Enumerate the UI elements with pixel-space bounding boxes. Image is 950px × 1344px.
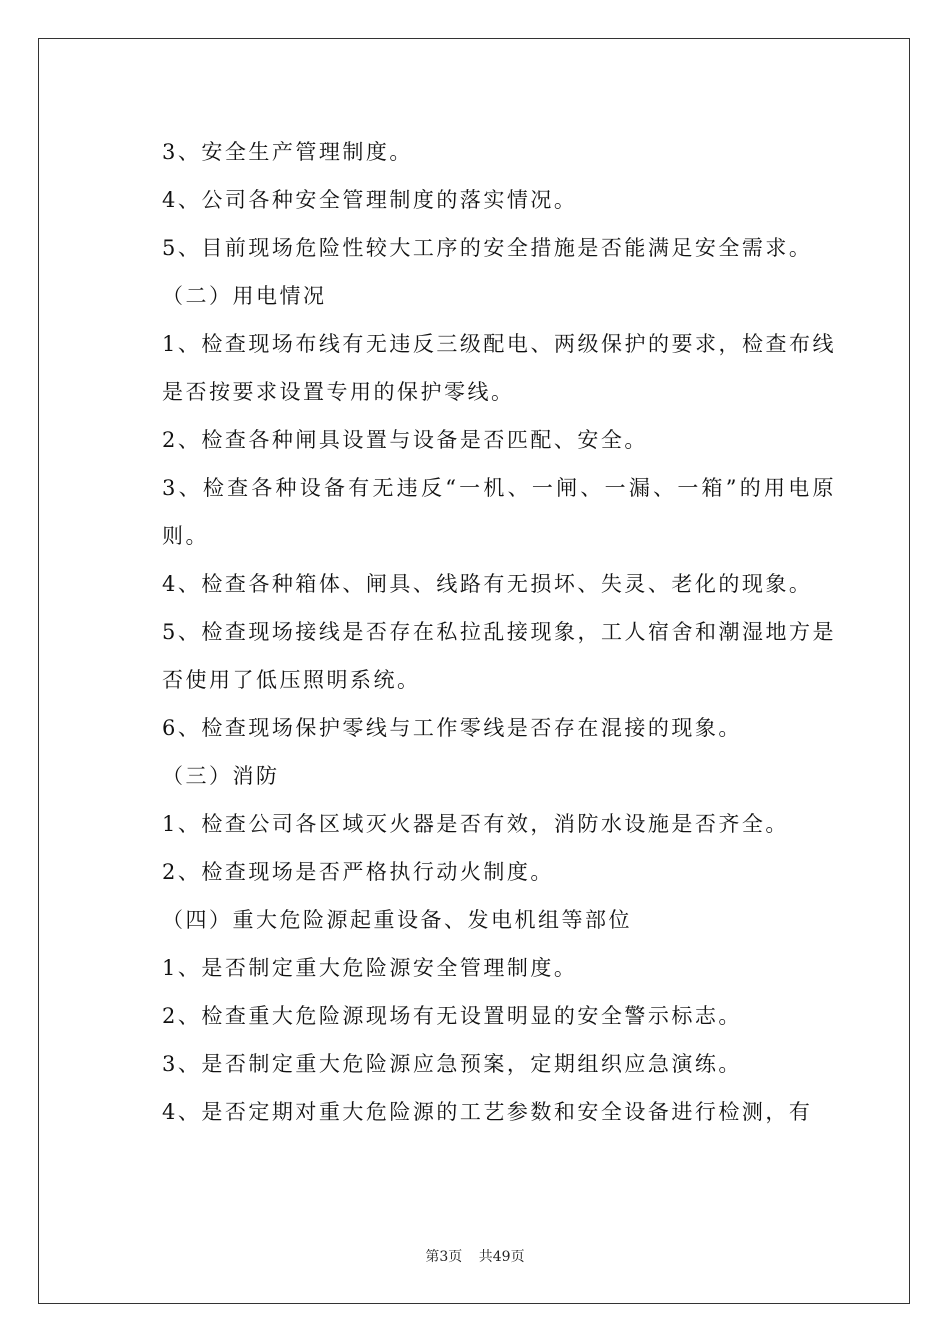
paragraph: 3、安全生产管理制度。: [162, 140, 413, 164]
paragraph: 2、检查重大危险源现场有无设置明显的安全警示标志。: [162, 1004, 742, 1028]
section-heading: （二）用电情况: [162, 284, 327, 308]
document-body: [118, 128, 836, 1136]
paragraph: 4、公司各种安全管理制度的落实情况。: [162, 188, 578, 212]
paragraph: 1、检查公司各区域灭火器是否有效，消防水设施是否齐全。: [162, 812, 789, 836]
page-number: 第3页: [425, 1249, 463, 1265]
section-heading: （四）重大危险源起重设备、发电机组等部位: [162, 908, 632, 932]
paragraph: 2、检查现场是否严格执行动火制度。: [162, 860, 554, 884]
paragraph: 1、检查现场布线有无违反三级配电、两级保护的要求，检查布线是否按要求设置专用的保护零线。: [162, 332, 836, 404]
paragraph: 3、是否制定重大危险源应急预案，定期组织应急演练。: [162, 1052, 742, 1076]
paragraph: 3、检查各种设备有无违反“一机、一闸、一漏、一箱”的用电原则。: [162, 476, 836, 548]
paragraph: 5、目前现场危险性较大工序的安全措施是否能满足安全需求。: [162, 236, 813, 260]
page-total: 共49页: [478, 1249, 525, 1265]
page-footer: [0, 1246, 950, 1266]
paragraph: 5、检查现场接线是否存在私拉乱接现象，工人宿舍和潮湿地方是否使用了低压照明系统。: [162, 620, 836, 692]
paragraph: 4、检查各种箱体、闸具、线路有无损坏、失灵、老化的现象。: [162, 572, 813, 596]
section-heading: （三）消防: [162, 764, 280, 788]
paragraph: 4、是否定期对重大危险源的工艺参数和安全设备进行检测，有: [162, 1100, 813, 1124]
paragraph: 6、检查现场保护零线与工作零线是否存在混接的现象。: [162, 716, 742, 740]
paragraph: 2、检查各种闸具设置与设备是否匹配、安全。: [162, 428, 648, 452]
paragraph: 1、是否制定重大危险源安全管理制度。: [162, 956, 578, 980]
